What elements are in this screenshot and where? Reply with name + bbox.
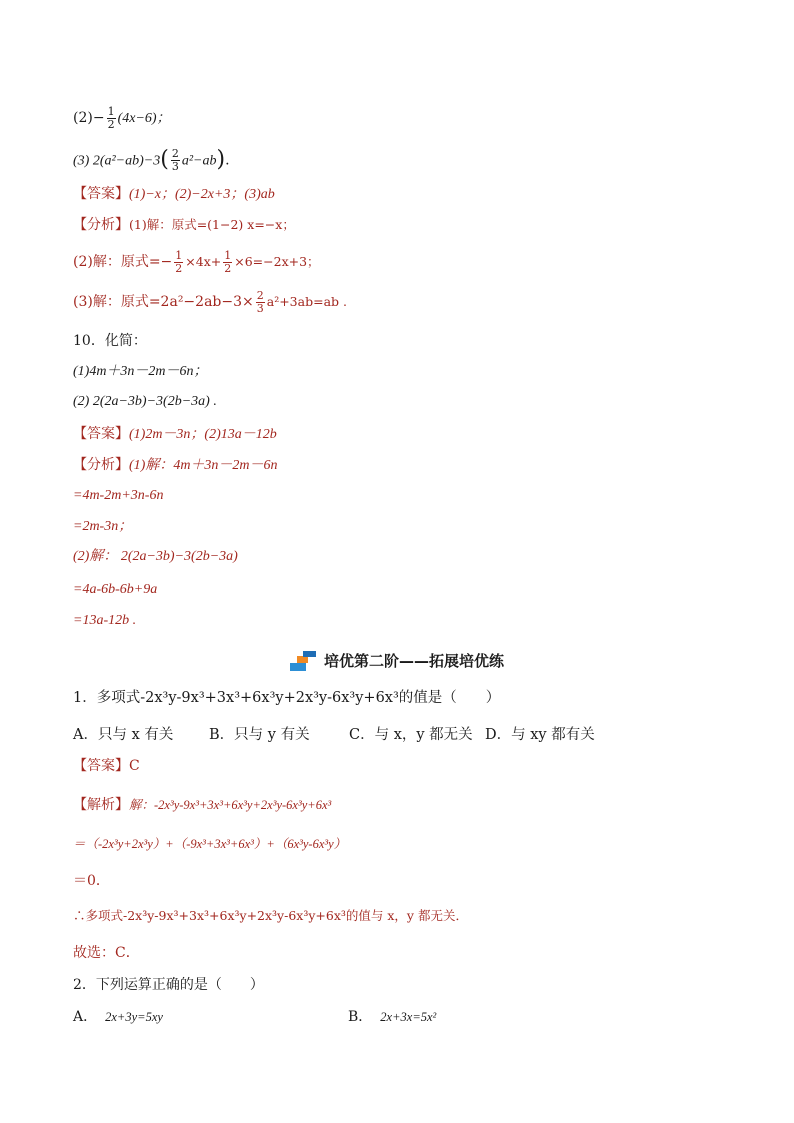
- q10-analysis-1: 【分析】(1)解：4m＋3n－2m－6n: [73, 457, 278, 473]
- q9-answer: [73, 185, 275, 204]
- q9-part2-prefix: (2)−: [73, 110, 105, 127]
- q1-analysis-3: ＝0．: [73, 873, 110, 889]
- q10-answer-text: (1)2m－3n；(2)13a－12b: [129, 427, 277, 442]
- q9-analysis-3: (3)解：原式=2a²−2ab−3× $\frac{2}{3}$ a²+3ab=ab .: [73, 289, 347, 315]
- q10-title: 10．化简：: [73, 333, 147, 349]
- fraction-one-half: $\frac{1}{2}$: [224, 249, 232, 275]
- q1-option-d[interactable]: D．与 xy 都有关: [485, 727, 595, 743]
- q1-option-c[interactable]: C．与 x，y 都无关: [349, 727, 473, 743]
- q1-choice: 故选：C．: [73, 945, 140, 961]
- fraction-one-half: $\frac{1}{2}$: [175, 249, 183, 275]
- q9-part3: (3) 2(a²−ab)−3( $\frac{2}{3}$ a²−ab).: [73, 147, 230, 173]
- q9-part2: [73, 106, 171, 130]
- q1-analysis-1: 【解析】解：-2x³y-9x³+3x³+6x³y+2x³y-6x³y+6x³: [73, 797, 332, 813]
- q1-analysis-2: ＝（-2x³y+2x³y）+（-9x³+3x³+6x³）+（6x³y-6x³y）: [73, 837, 347, 851]
- q1-answer: [73, 757, 140, 775]
- q1-option-b[interactable]: B．只与 y 有关: [209, 727, 310, 743]
- fraction-two-thirds: $\frac{2}{3}$: [256, 289, 264, 315]
- fraction-one-half: $\frac{1}{2}$: [107, 105, 115, 131]
- answer-tag: 【答案】: [73, 186, 129, 202]
- q2-option-a[interactable]: A． 2x+3y=5xy: [73, 1009, 163, 1025]
- q2-option-b[interactable]: B． 2x+3x=5x²: [348, 1009, 437, 1025]
- answer-tag: 【答案】: [73, 758, 129, 774]
- q10-analysis-2: (2)解： 2(2a−3b)−3(2b−3a): [73, 549, 238, 564]
- q10-step-1: =4m-2m+3n-6n: [73, 488, 164, 503]
- q9-part3-expression: a²−ab: [181, 153, 217, 169]
- q1-options: [73, 726, 595, 745]
- q10-step-2: =2m-3n；: [73, 519, 133, 534]
- q10-part1: (1)4m＋3n－2m－6n；: [73, 364, 208, 379]
- section-logo-icon: [290, 651, 316, 671]
- q9-answer-text: (1)−x；(2)−2x+3；(3)ab: [129, 187, 275, 202]
- analysis-tag: 【分析】: [73, 457, 129, 473]
- q1-analysis-4: ∴多项式-2x³y-9x³+3x³+6x³y+2x³y-6x³y+6x³的值与 x，y 都无关．: [73, 908, 468, 923]
- q10-step-3: =4a-6b-6b+9a: [73, 582, 158, 597]
- q2-title: 2．下列运算正确的是（ ）: [73, 977, 264, 993]
- q9-part3-prefix: (3) 2(a²−ab)−3: [73, 153, 161, 169]
- q9-analysis-1: [73, 216, 295, 234]
- answer-tag: 【答案】: [73, 426, 129, 442]
- q10-step-4: =13a-12b .: [73, 613, 137, 628]
- q10-part2: (2) 2(2a−3b)−3(2b−3a) .: [73, 394, 217, 409]
- q1-answer-text: C: [129, 758, 140, 774]
- section-title-text: 培优第二阶——拓展培优练: [323, 652, 504, 670]
- q9-analysis-1-text: (1)解：原式=(1−2) x=−x；: [129, 217, 295, 232]
- q9-part2-expression: (4x−6)；: [117, 111, 171, 127]
- q1-title: 1．多项式-2x³y-9x³+3x³+6x³y+2x³y-6x³y+6x³的值是（ ）: [73, 690, 501, 706]
- fraction-two-thirds: $\frac{2}{3}$: [171, 147, 179, 173]
- q1-option-a[interactable]: A．只与 x 有关: [73, 727, 174, 743]
- q9-analysis-2: (2)解：原式=− $\frac{1}{2}$ ×4x+ $\frac{1}{2}$ ×6=−2x+3；: [73, 249, 320, 275]
- analysis-tag: 【分析】: [73, 217, 129, 233]
- analysis-tag: 【解析】: [73, 797, 129, 813]
- section-heading: [0, 650, 794, 671]
- q10-answer: [73, 425, 277, 444]
